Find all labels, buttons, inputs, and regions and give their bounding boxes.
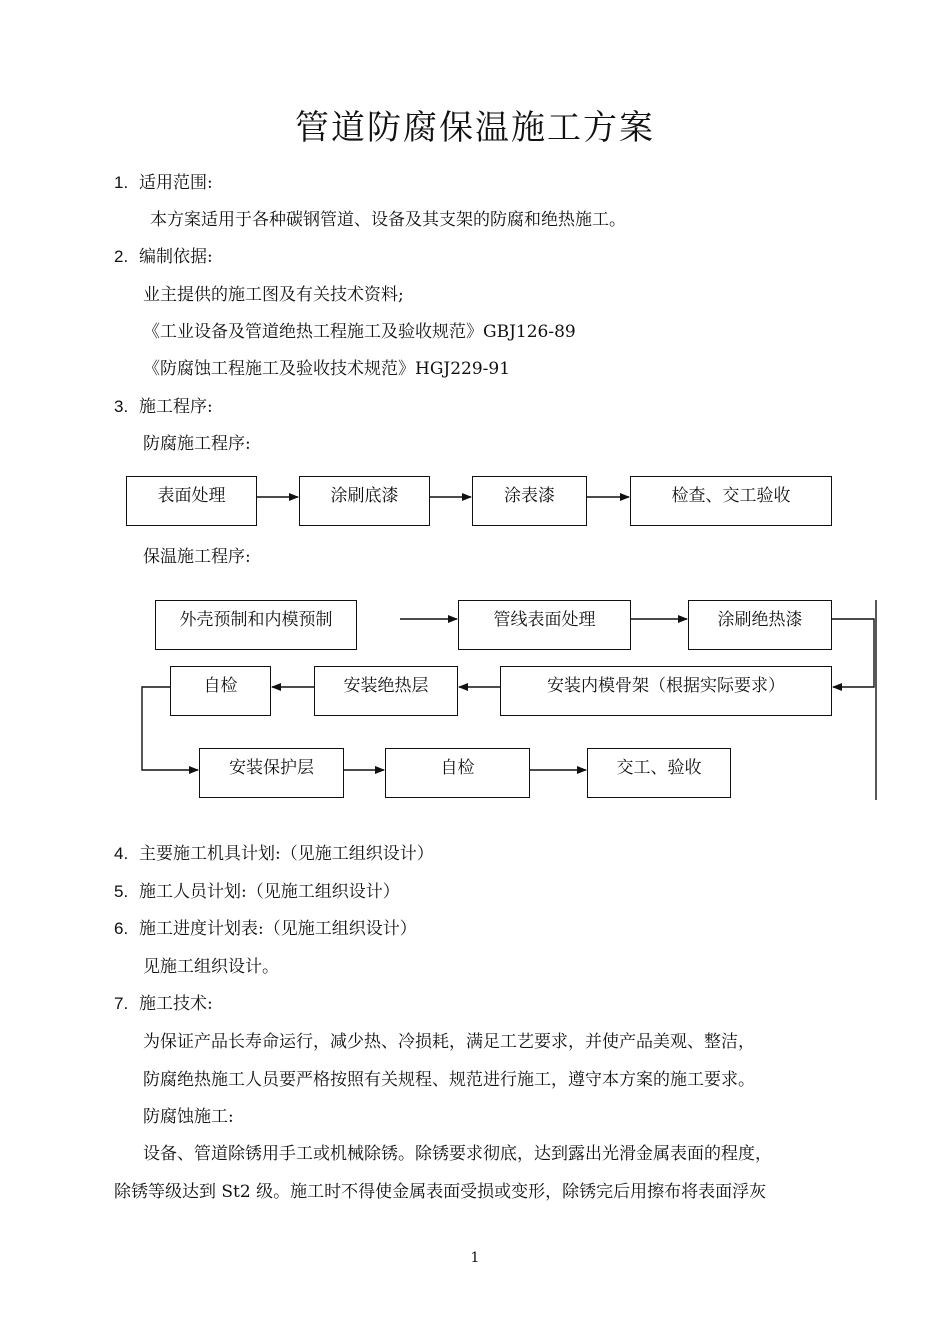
flow-box-surface-treatment: 表面处理 — [126, 476, 257, 526]
anticorrosion-flow-label: 防腐施工程序: — [143, 434, 251, 454]
section-title: 编制依据: — [139, 247, 213, 267]
section-7-heading — [114, 992, 213, 1016]
paragraph-line: 除锈等级达到 St2 级。施工时不得使金属表面受损或变形，除锈完后用擦布将表面浮灰 — [114, 1182, 767, 1202]
paragraph-line: 防腐绝热施工人员要严格按照有关规程、规范进行施工，遵守本方案的施工要求。 — [143, 1070, 755, 1090]
arrow-connector — [832, 619, 874, 687]
page-number: 1 — [470, 1250, 480, 1266]
section-number: 1. — [114, 173, 129, 192]
section-title: 施工程序: — [139, 397, 213, 417]
section-number: 6. — [114, 919, 129, 938]
flow-box-handover: 交工、验收 — [587, 748, 731, 798]
section-number: 4. — [114, 844, 129, 863]
section-number: 7. — [114, 994, 129, 1013]
section-6-heading — [114, 917, 417, 941]
section-title: 施工人员计划:（见施工组织设计） — [139, 882, 400, 902]
flow-box-pipe-surface: 管线表面处理 — [458, 600, 631, 650]
flow-box-insulating-paint: 涂刷绝热漆 — [688, 600, 832, 650]
arrow-connector — [142, 687, 198, 770]
section-title: 施工技术: — [139, 994, 213, 1014]
section-title: 适用范围: — [139, 173, 213, 193]
flow-box-protective-layer: 安装保护层 — [199, 748, 344, 798]
section-number: 5. — [114, 882, 129, 901]
flow-box-primer: 涂刷底漆 — [299, 476, 430, 526]
basis-line-2: 《工业设备及管道绝热工程施工及验收规范》GBJ126-89 — [143, 322, 576, 342]
flow-box-inspection: 检查、交工验收 — [630, 476, 832, 526]
paragraph-line: 设备、管道除锈用手工或机械除锈。除锈要求彻底，达到露出光滑金属表面的程度， — [143, 1144, 772, 1164]
flow-box-inner-frame: 安装内模骨架（根据实际要求） — [500, 666, 832, 716]
flow-box-insulation-layer: 安装绝热层 — [314, 666, 458, 716]
flow-box-self-check-1: 自检 — [170, 666, 271, 716]
basis-line-3: 《防腐蚀工程施工及验收技术规范》HGJ229-91 — [143, 359, 511, 379]
section-title: 施工进度计划表:（见施工组织设计） — [139, 919, 417, 939]
section-4-heading — [114, 842, 434, 866]
flow-box-self-check-2: 自检 — [385, 748, 530, 798]
section-1-body: 本方案适用于各种碳钢管道、设备及其支架的防腐和绝热施工。 — [150, 210, 626, 230]
flow-box-prefab: 外壳预制和内模预制 — [155, 600, 357, 650]
section-number: 2. — [114, 247, 129, 266]
page-title: 管道防腐保温施工方案 — [295, 108, 655, 148]
section-title: 主要施工机具计划:（见施工组织设计） — [139, 844, 434, 864]
insulation-flow-label: 保温施工程序: — [143, 547, 251, 567]
basis-line-1: 业主提供的施工图及有关技术资料; — [143, 285, 404, 305]
subsection-heading: 防腐蚀施工: — [143, 1107, 234, 1127]
section-number: 3. — [114, 397, 129, 416]
section-5-heading — [114, 880, 400, 904]
paragraph-line: 为保证产品长寿命运行，减少热、冷损耗，满足工艺要求，并使产品美观、整洁， — [143, 1032, 755, 1052]
flow-box-topcoat: 涂表漆 — [472, 476, 587, 526]
section-6-body: 见施工组织设计。 — [143, 957, 279, 977]
